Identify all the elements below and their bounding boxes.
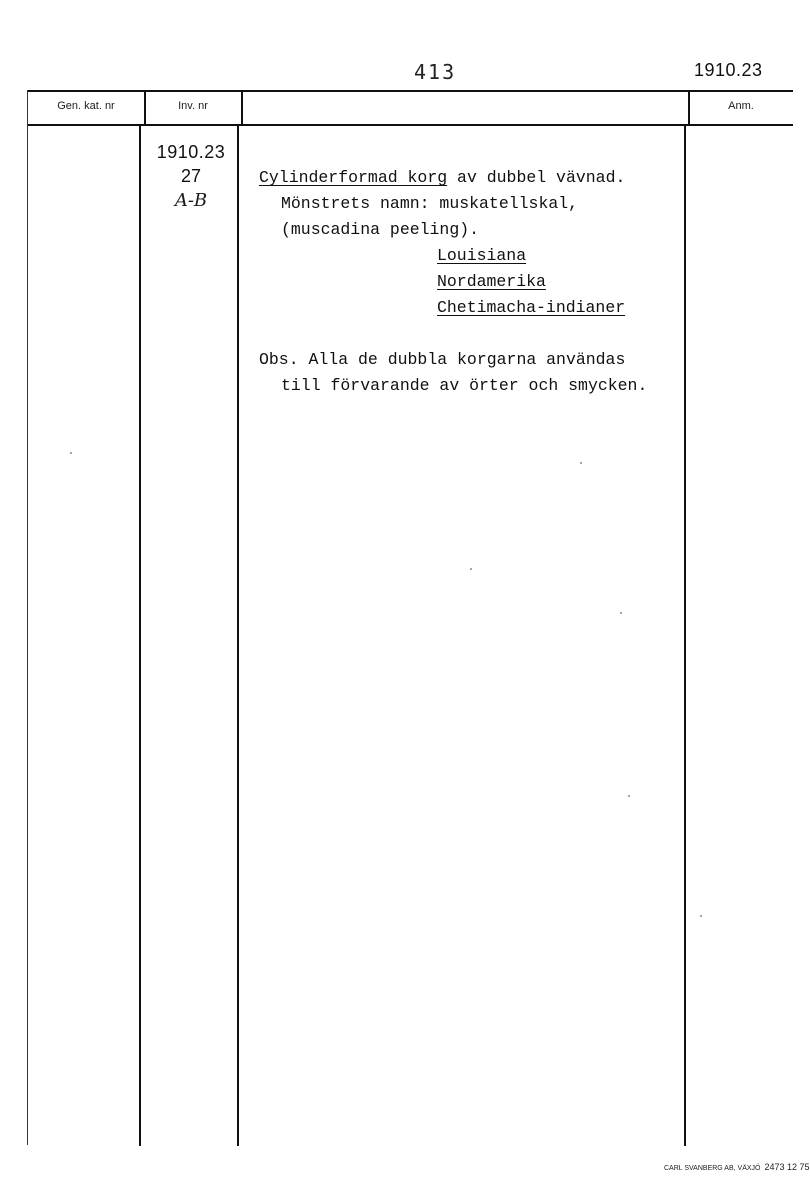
inventory-id: 1910.23: [156, 142, 226, 162]
scan-speck: [700, 915, 702, 917]
header-bottom-rule: [28, 124, 793, 126]
scan-speck: [470, 568, 472, 570]
column-divider-1-body: [139, 126, 141, 1146]
printer-footer: [664, 1162, 810, 1172]
column-divider-2-body: [237, 126, 239, 1146]
column-divider-3-body: [684, 126, 686, 1146]
pattern-name-line: Mönstrets namn: muskatellskal,: [281, 194, 579, 213]
inventory-suffix-handwritten: A-B: [174, 190, 208, 211]
note-line-1: Obs. Alla de dubbla korgarna användas: [259, 350, 626, 369]
scan-speck: [620, 612, 622, 614]
entry-title-underlined: Cylinderformad korg: [259, 168, 448, 187]
scan-speck: [580, 462, 582, 464]
printer-name: CARL SVANBERG AB, VÄXJÖ: [664, 1165, 761, 1172]
entry-title-rest: av dubbel vävnad.: [447, 168, 626, 187]
scan-speck: [628, 795, 630, 797]
pattern-translation-line: (muscadina peeling).: [281, 220, 480, 239]
header-top-rule: [28, 90, 793, 92]
place-nordamerika: Nordamerika: [437, 272, 546, 291]
entry-title-line: [259, 168, 625, 187]
column-header-inv-nr: Inv. nr: [178, 100, 208, 112]
people-chetimacha: Chetimacha-indianer: [437, 298, 626, 317]
catalog-id: 1910.23: [694, 60, 763, 80]
column-header-anm: Anm.: [728, 100, 754, 112]
page-number: 413: [414, 60, 457, 84]
column-header-gen-kat-nr: Gen. kat. nr: [57, 100, 115, 112]
note-line-2: till förvarande av örter och smycken.: [281, 376, 648, 395]
column-divider-2: [241, 90, 243, 126]
scan-speck: [70, 452, 72, 454]
inventory-number: 27: [180, 166, 202, 186]
left-border: [27, 90, 28, 1145]
form-number: 2473 12 75: [764, 1162, 810, 1172]
place-louisiana: Louisiana: [437, 246, 527, 265]
